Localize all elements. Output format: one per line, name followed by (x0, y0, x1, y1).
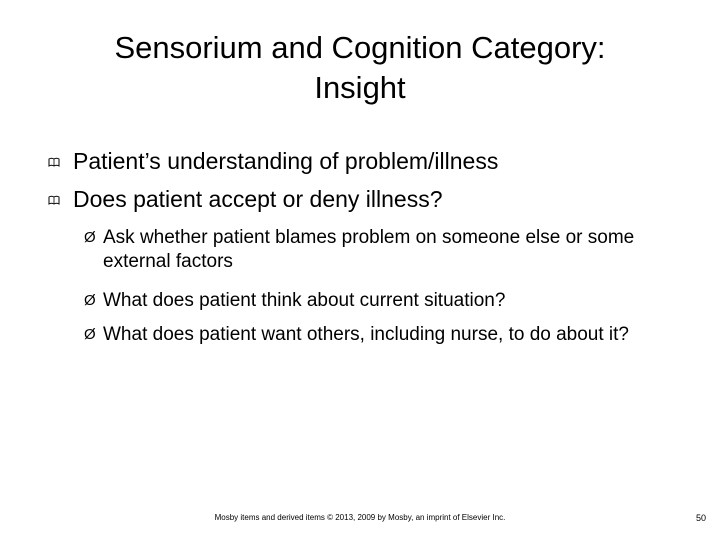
copyright-footer: Mosby items and derived items © 2013, 2009 by Mosby, an imprint of Elsevier Inc. (214, 513, 506, 522)
bullet-text: Patient’s understanding of problem/illness (73, 148, 499, 174)
arrowhead-marker-icon: Ø (84, 229, 96, 246)
slide-title-line-1: Sensorium and Cognition Category: (114, 30, 606, 65)
page-number: 50 (695, 513, 706, 523)
book-icon (48, 157, 60, 167)
sub-bullet-text: What does patient want others, including nurse, to do about it? (103, 324, 629, 345)
sub-bullet-text: What does patient think about current situation? (103, 290, 506, 311)
arrowhead-marker-icon: Ø (84, 292, 96, 309)
sub-bullet-text: Ask whether patient blames problem on someone else or some external factors (103, 227, 635, 272)
arrowhead-marker-icon: Ø (84, 326, 96, 343)
bullet-text: Does patient accept or deny illness? (73, 186, 443, 212)
slide-title-line-2: Insight (314, 70, 406, 105)
book-icon (48, 195, 60, 205)
